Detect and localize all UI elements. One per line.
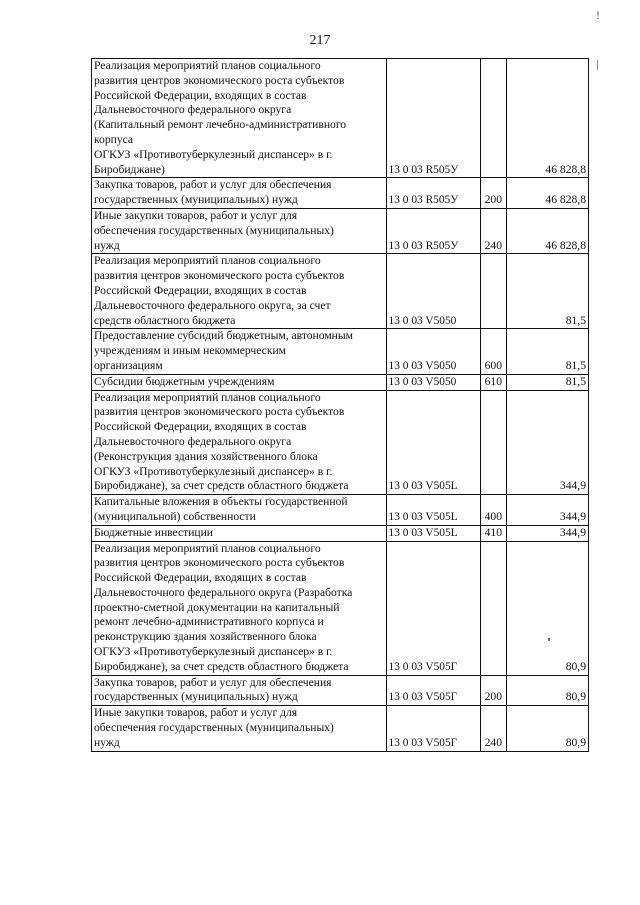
- row-code: 13 0 03 V5050: [386, 254, 480, 329]
- row-amount: 46 828,8: [506, 208, 588, 253]
- row-name: Закупка товаров, работ и услуг для обеспечения государственных (муниципальных) нужд: [92, 675, 387, 706]
- row-code: 13 0 03 V505Г: [386, 675, 480, 706]
- page-number: 217: [309, 33, 331, 48]
- table-row: [92, 59, 589, 178]
- row-code: 13 0 03 V505Г: [386, 541, 480, 675]
- row-amount: 46 828,8: [506, 178, 588, 209]
- row-kind: 200: [480, 178, 506, 209]
- budget-table: [91, 58, 589, 752]
- row-name: Субсидии бюджетным учреждениям: [92, 374, 387, 390]
- row-code: 13 0 03 V5050: [386, 329, 480, 374]
- row-amount: 80,9: [506, 541, 588, 675]
- table-row: [92, 541, 589, 675]
- row-name: Реализация мероприятий планов социального развития центров экономического роста субъектов Российской Федерации, входящих в состав Дальневосточного федерального округа (Разработка проектно-сметной документации на капитальный ремонт лечебно-административного корпуса и реконструкцию здания хозяйственного блока ОГКУЗ «Противотуберкулезный диспансер» в г. Биробиджане), за счет средств областного бюджета: [92, 541, 387, 675]
- row-code: 13 0 03 V505L: [386, 495, 480, 526]
- row-code: 13 0 03 R505У: [386, 208, 480, 253]
- row-kind: 240: [480, 706, 506, 751]
- table-row: [92, 254, 589, 329]
- row-amount: 344,9: [506, 390, 588, 495]
- row-name: Закупка товаров, работ и услуг для обеспечения государственных (муниципальных) нужд: [92, 178, 387, 209]
- row-name: Иные закупки товаров, работ и услуг для обеспечения государственных (муниципальных) нужд: [92, 208, 387, 253]
- row-kind: [480, 254, 506, 329]
- row-code: 13 0 03 V5050: [386, 374, 480, 390]
- row-kind: [480, 541, 506, 675]
- table-row: [92, 390, 589, 495]
- row-name: Иные закупки товаров, работ и услуг для обеспечения государственных (муниципальных) нужд: [92, 706, 387, 751]
- table-row: [92, 525, 589, 541]
- row-amount: 46 828,8: [506, 59, 588, 178]
- row-name: Предоставление субсидий бюджетным, автономным учреждениям и иным некоммерческим организациям: [92, 329, 387, 374]
- table-row: [92, 374, 589, 390]
- row-name: Реализация мероприятий планов социального развития центров экономического роста субъектов Российской Федерации, входящих в состав Дальневосточного федерального округа (Капитальный ремонт лечебно-административного корпуса ОГКУЗ «Противотуберкулезный диспансер» в г. Биробиджане): [92, 59, 387, 178]
- scan-edge-mark: [597, 60, 598, 70]
- row-name: Реализация мероприятий планов социального развития центров экономического роста субъектов Российской Федерации, входящих в состав Дальневосточного федерального округа, за счет средств областного бюджета: [92, 254, 387, 329]
- row-kind: 200: [480, 675, 506, 706]
- row-amount: 80,9: [506, 706, 588, 751]
- table-row: [92, 675, 589, 706]
- table-row: [92, 208, 589, 253]
- row-kind: [480, 390, 506, 495]
- row-name: Бюджетные инвестиции: [92, 525, 387, 541]
- row-name: Капитальные вложения в объекты государственной (муниципальной) собственности: [92, 495, 387, 526]
- row-amount: 81,5: [506, 374, 588, 390]
- row-amount: 81,5: [506, 329, 588, 374]
- row-amount: 344,9: [506, 525, 588, 541]
- row-kind: 240: [480, 208, 506, 253]
- row-code: 13 0 03 V505Г: [386, 706, 480, 751]
- table-row: [92, 329, 589, 374]
- row-amount: 80,9: [506, 675, 588, 706]
- row-code: 13 0 03 V505L: [386, 525, 480, 541]
- corner-mark: !: [596, 8, 600, 22]
- row-name: Реализация мероприятий планов социального развития центров экономического роста субъектов Российской Федерации, входящих в состав Дальневосточного федерального округа (Реконструкция здания хозяйственного блока ОГКУЗ «Противотуберкулезный диспансер» в г. Биробиджане), за счет средств областного бюджета: [92, 390, 387, 495]
- row-kind: [480, 59, 506, 178]
- row-kind: 410: [480, 525, 506, 541]
- row-amount: 81,5: [506, 254, 588, 329]
- row-code: 13 0 03 R505У: [386, 59, 480, 178]
- row-code: 13 0 03 R505У: [386, 178, 480, 209]
- row-kind: 400: [480, 495, 506, 526]
- row-kind: 600: [480, 329, 506, 374]
- table-row: [92, 495, 589, 526]
- table-row: [92, 178, 589, 209]
- row-kind: 610: [480, 374, 506, 390]
- row-code: 13 0 03 V505L: [386, 390, 480, 495]
- table-row: [92, 706, 589, 751]
- row-amount: 344,9: [506, 495, 588, 526]
